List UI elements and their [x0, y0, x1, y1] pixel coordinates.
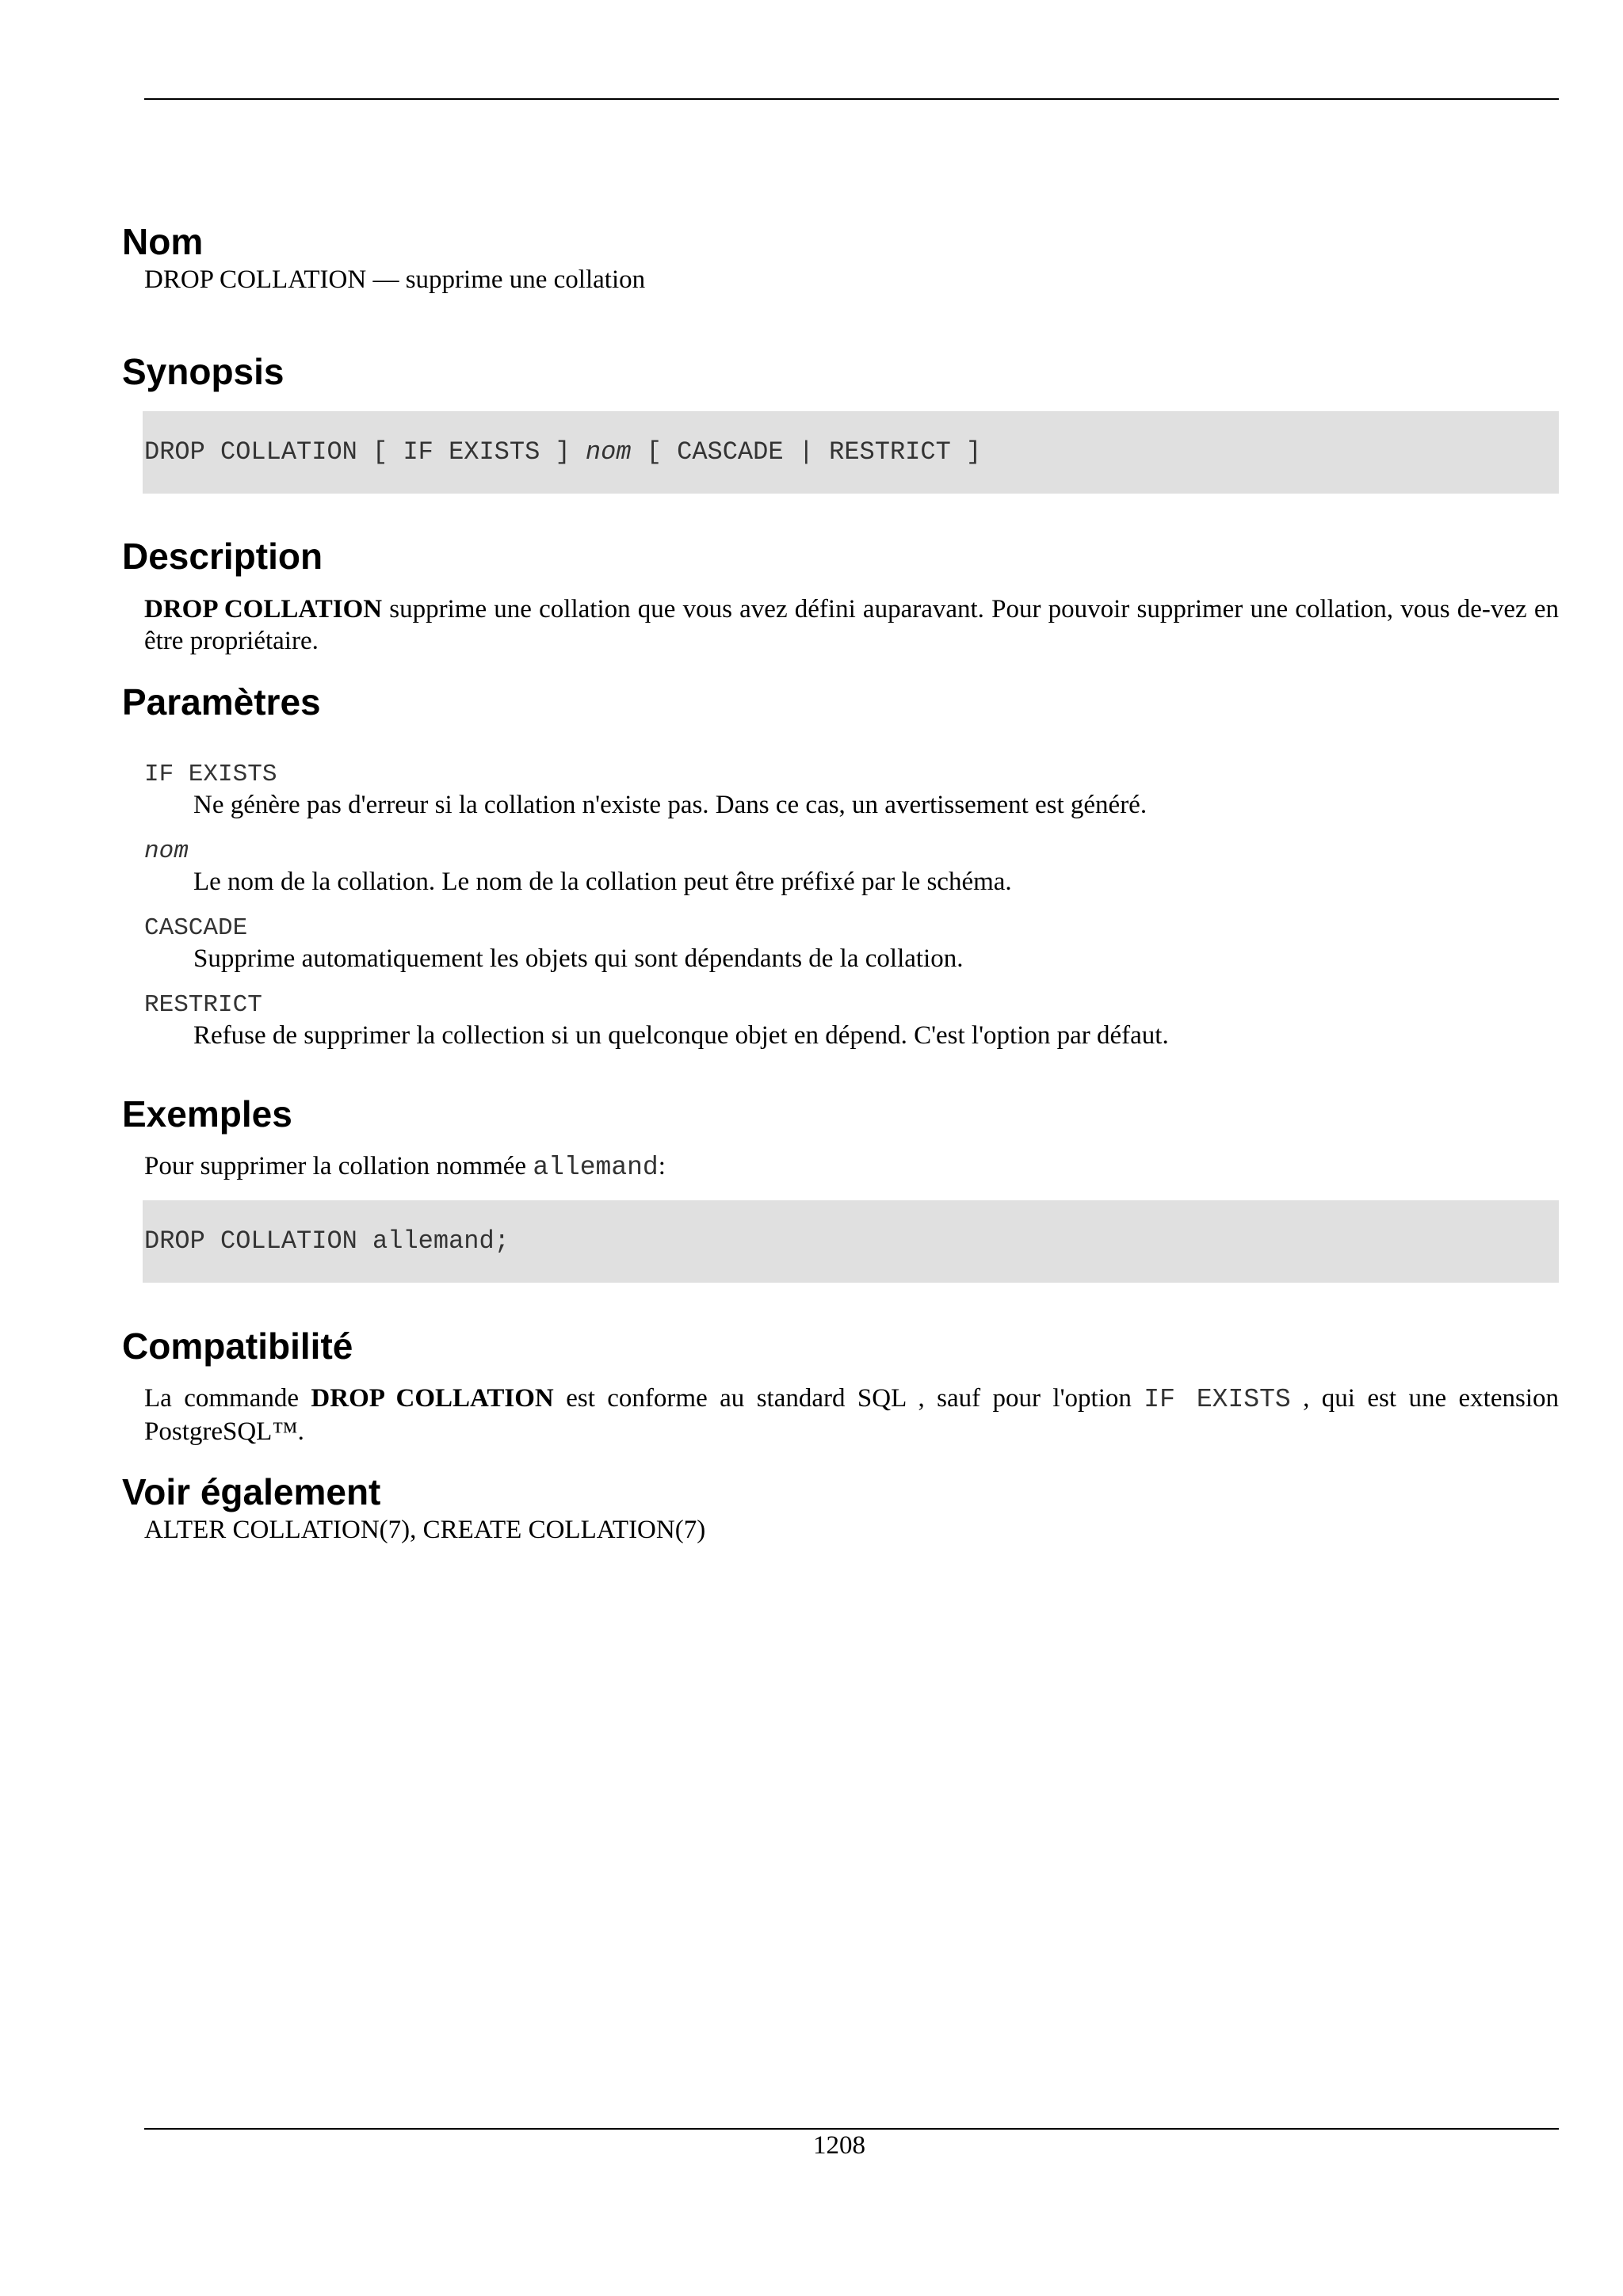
param-term-restrict: RESTRICT [144, 991, 262, 1019]
heading-synopsis: Synopsis [122, 351, 285, 392]
heading-description: Description [122, 536, 323, 577]
exemples-intro-code: allemand [533, 1153, 659, 1182]
top-rule [144, 98, 1559, 100]
compatibilite-middle: est conforme au standard SQL , sauf pour l'option [553, 1384, 1144, 1413]
description-text [144, 593, 1559, 657]
heading-exemples: Exemples [122, 1093, 292, 1135]
voir-egalement-text: ALTER COLLATION(7), CREATE COLLATION(7) [144, 1516, 706, 1544]
compatibilite-before: La commande [144, 1384, 311, 1413]
synopsis-code [143, 411, 1559, 494]
synopsis-code-param: nom [585, 437, 632, 467]
param-def-nom: Le nom de la collation. Le nom de la collation peut être préfixé par le schéma. [193, 868, 1012, 896]
compatibilite-command: DROP COLLATION [311, 1384, 554, 1413]
param-term-cascade: CASCADE [144, 914, 248, 942]
heading-parametres: Paramètres [122, 681, 321, 723]
compatibilite-text [144, 1383, 1559, 1447]
param-def-restrict: Refuse de supprimer la collection si un quelconque objet en dépend. C'est l'option par défaut. [193, 1021, 1169, 1050]
synopsis-code-before: DROP COLLATION [ IF EXISTS ] [144, 437, 586, 467]
param-term-nom: nom [144, 837, 189, 865]
param-def-if-exists: Ne génère pas d'erreur si la collation n'existe pas. Dans ce cas, un avertissement est généré. [193, 791, 1148, 819]
exemples-intro [144, 1150, 1559, 1184]
description-body: supprime une collation que vous avez défini auparavant. Pour pouvoir supprimer une collation, vous de-vez en être propriétaire. [144, 595, 1559, 655]
exemples-intro-before: Pour supprimer la collation nommée [144, 1152, 533, 1180]
compatibilite-code: IF EXISTS [1144, 1385, 1291, 1414]
synopsis-code-after: [ CASCADE | RESTRICT ] [631, 437, 982, 467]
heading-voir-egalement: Voir également [122, 1471, 381, 1512]
exemples-intro-after: : [658, 1152, 666, 1180]
heading-nom: Nom [122, 221, 204, 262]
nom-text: DROP COLLATION — supprime une collation [144, 265, 646, 294]
compatibilite-after: , qui est une extension PostgreSQL™. [144, 1384, 1559, 1446]
page-number: 1208 [813, 2131, 865, 2160]
exemples-code: DROP COLLATION allemand; [143, 1200, 1559, 1283]
param-term-if-exists: IF EXISTS [144, 761, 277, 788]
param-def-cascade: Supprime automatiquement les objets qui sont dépendants de la collation. [193, 944, 964, 973]
description-command: DROP COLLATION [144, 595, 383, 624]
heading-compatibilite: Compatibilité [122, 1325, 353, 1367]
